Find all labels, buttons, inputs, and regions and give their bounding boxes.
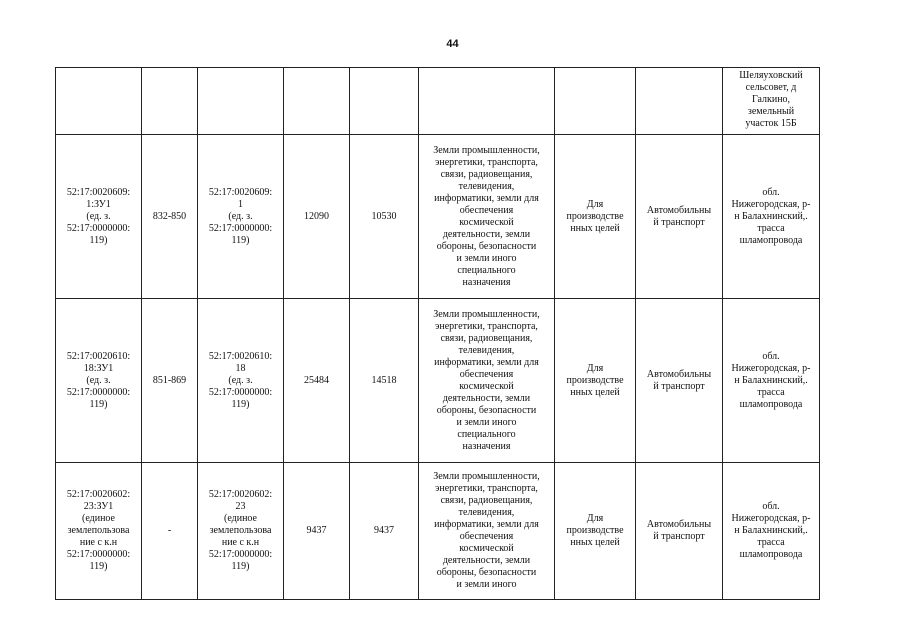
permitted-use-cell [555,68,636,135]
land-category-cell: Земли промышленности, энергетики, транспорта, связи, радиовещания, телевидения, информатики, земли для обеспечения космической деятельности, земли обороны, безопасности и земли иного специального назначения [419,299,555,463]
permitted-use-cell: Для производстве нных целей [555,135,636,299]
address-cell: обл. Нижегородская, р- н Балахнинский,. трасса шламопровода [723,299,820,463]
table-row [56,135,820,299]
land-category-cell [419,68,555,135]
area-cell [350,68,419,135]
address-cell: обл. Нижегородская, р- н Балахнинский,. трасса шламопровода [723,135,820,299]
cadastral-number-cell: 52:17:0020602: 23:ЗУ1 (единое землепользова ние с к.н 52:17:0000000: 119) [56,463,142,600]
address-cell: Шеляуховский сельсовет, д Галкино, земельный участок 15Б [723,68,820,135]
purpose-cell: Автомобильны й транспорт [636,299,723,463]
purpose-cell [636,68,723,135]
cadastral-number-cell: 52:17:0020609: 1:ЗУ1 (ед. з. 52:17:0000000: 119) [56,135,142,299]
contour-numbers-cell: 832-850 [142,135,198,299]
purpose-cell: Автомобильны й транспорт [636,135,723,299]
parent-number-cell: 52:17:0020610: 18 (ед. з. 52:17:0000000: 119) [198,299,284,463]
contour-numbers-cell: - [142,463,198,600]
area-cell [284,68,350,135]
table-row [56,68,820,135]
area-cell: 9437 [284,463,350,600]
land-category-cell: Земли промышленности, энергетики, транспорта, связи, радиовещания, телевидения, информатики, земли для обеспечения космической деятельности, земли обороны, безопасности и земли иного [419,463,555,600]
contour-numbers-cell [142,68,198,135]
area-cell: 14518 [350,299,419,463]
parent-number-cell [198,68,284,135]
area-cell: 10530 [350,135,419,299]
parent-number-cell: 52:17:0020602: 23 (единое землепользова ние с к.н 52:17:0000000: 119) [198,463,284,600]
cadastral-number-cell [56,68,142,135]
area-cell: 9437 [350,463,419,600]
address-cell: обл. Нижегородская, р- н Балахнинский,. трасса шламопровода [723,463,820,600]
permitted-use-cell: Для производстве нных целей [555,463,636,600]
table-row [56,299,820,463]
contour-numbers-cell: 851-869 [142,299,198,463]
land-plots-table [55,67,820,600]
table-row [56,463,820,600]
permitted-use-cell: Для производстве нных целей [555,299,636,463]
cadastral-number-cell: 52:17:0020610: 18:ЗУ1 (ед. з. 52:17:0000000: 119) [56,299,142,463]
purpose-cell: Автомобильны й транспорт [636,463,723,600]
page-number: 44 [446,38,459,50]
area-cell: 25484 [284,299,350,463]
land-category-cell: Земли промышленности, энергетики, транспорта, связи, радиовещания, телевидения, информатики, земли для обеспечения космической деятельности, земли обороны, безопасности и земли иного специального назначения [419,135,555,299]
area-cell: 12090 [284,135,350,299]
parent-number-cell: 52:17:0020609: 1 (ед. з. 52:17:0000000: 119) [198,135,284,299]
